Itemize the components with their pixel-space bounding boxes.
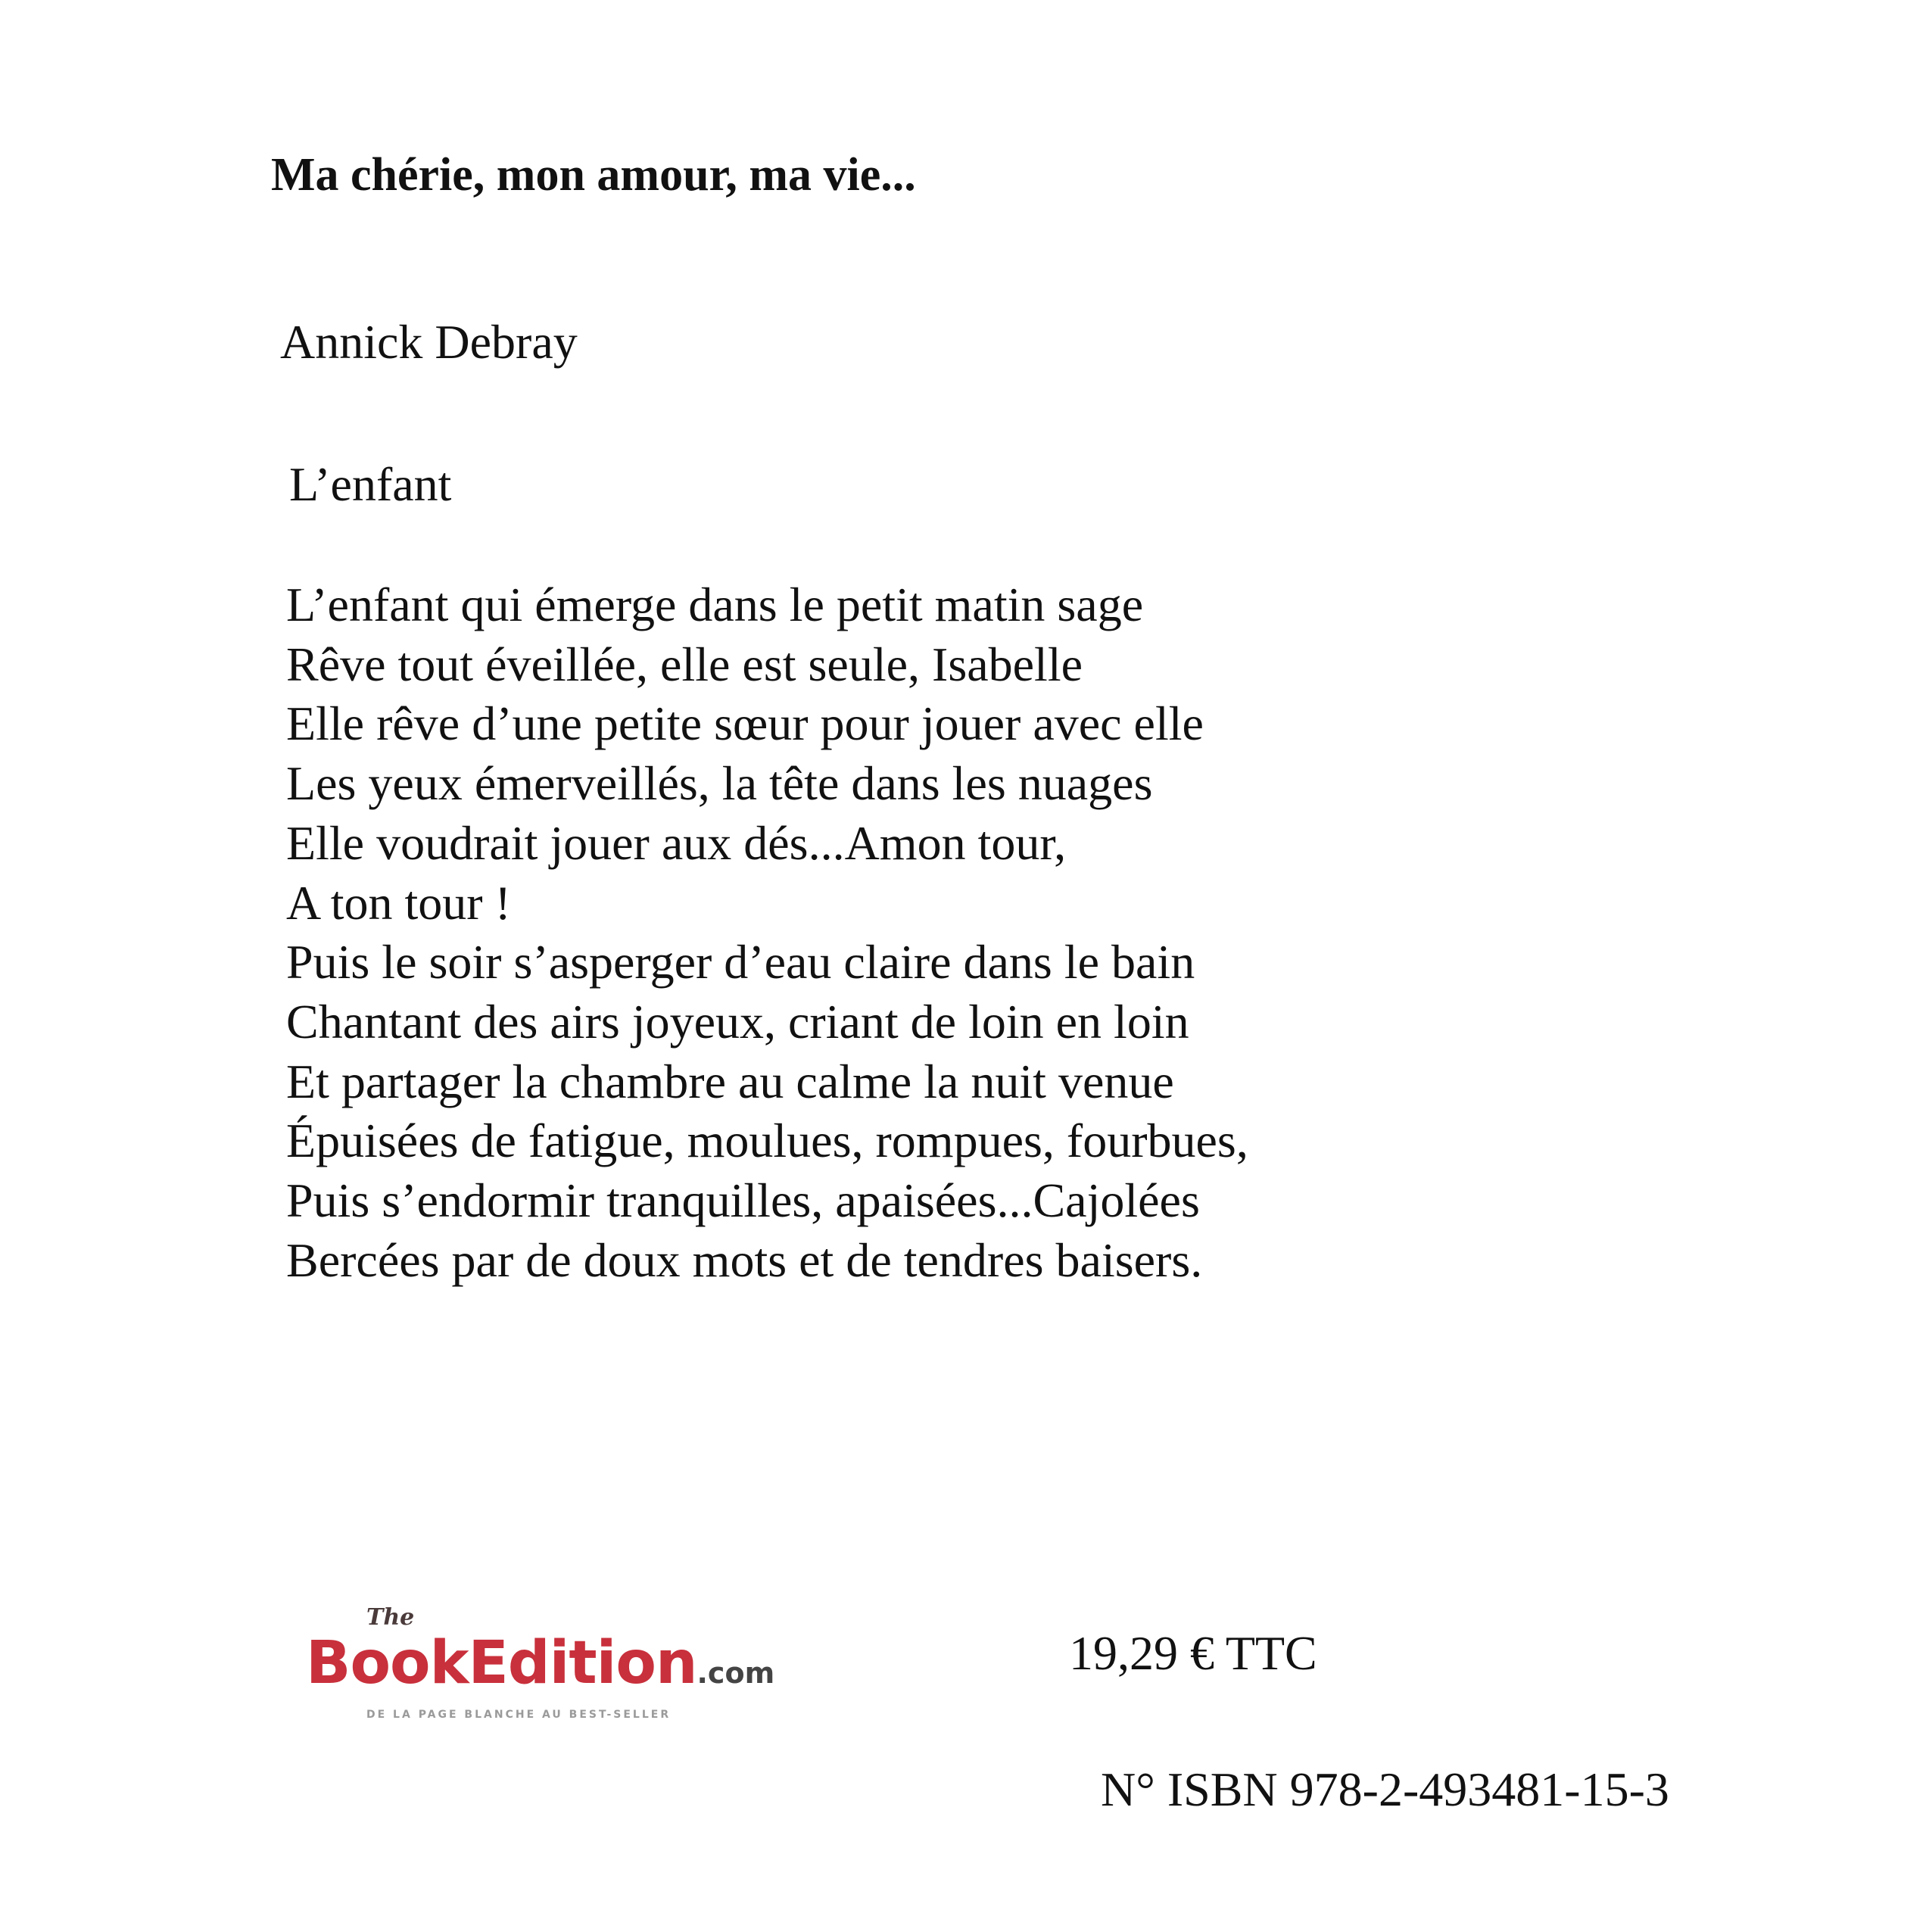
- poem-line: Rêve tout éveillée, elle est seule, Isabelle: [286, 637, 1083, 691]
- publisher-logo: [301, 1603, 846, 1732]
- poem-line: Et partager la chambre au calme la nuit venue: [286, 1054, 1174, 1108]
- poem-line: L’enfant qui émerge dans le petit matin sage: [286, 578, 1144, 631]
- poem-title: L’enfant: [289, 457, 452, 511]
- poem-line: Elle rêve d’une petite sœur pour jouer avec elle: [286, 696, 1204, 751]
- price: 19,29 € TTC: [1069, 1626, 1317, 1680]
- logo-edition-text: Edition: [468, 1629, 697, 1697]
- poem-line: Chantant des airs joyeux, criant de loin en loin: [286, 994, 1189, 1049]
- poem-line: Bercées par de doux mots et de tendres baisers.: [286, 1232, 1203, 1287]
- poem-line: A ton tour !: [286, 875, 511, 930]
- poem-line: Les yeux émerveillés, la tête dans les nuages: [286, 756, 1153, 811]
- poem-line: Puis s’endormir tranquilles, apaisées...Cajolées: [286, 1173, 1200, 1228]
- logo-the-text: The: [366, 1604, 415, 1631]
- poem-line: Elle voudrait jouer aux dés...Amon tour,: [286, 815, 1067, 870]
- logo-tagline: DE LA PAGE BLANCHE AU BEST-SELLER: [366, 1709, 672, 1721]
- isbn: N° ISBN 978-2-493481-15-3: [1101, 1762, 1669, 1816]
- poem-line: Épuisées de fatigue, moulues, rompues, fourbues,: [286, 1114, 1248, 1168]
- poem-text: [286, 575, 1248, 1290]
- author-name: Annick Debray: [280, 315, 578, 369]
- logo-book-text: Book: [306, 1629, 469, 1697]
- book-title: Ma chérie, mon amour, ma vie...: [271, 149, 916, 201]
- poem-line: Puis le soir s’asperger d’eau claire dans le bain: [286, 935, 1195, 989]
- logo-com-text: .com: [696, 1656, 775, 1690]
- logo-wordmark: [306, 1629, 775, 1697]
